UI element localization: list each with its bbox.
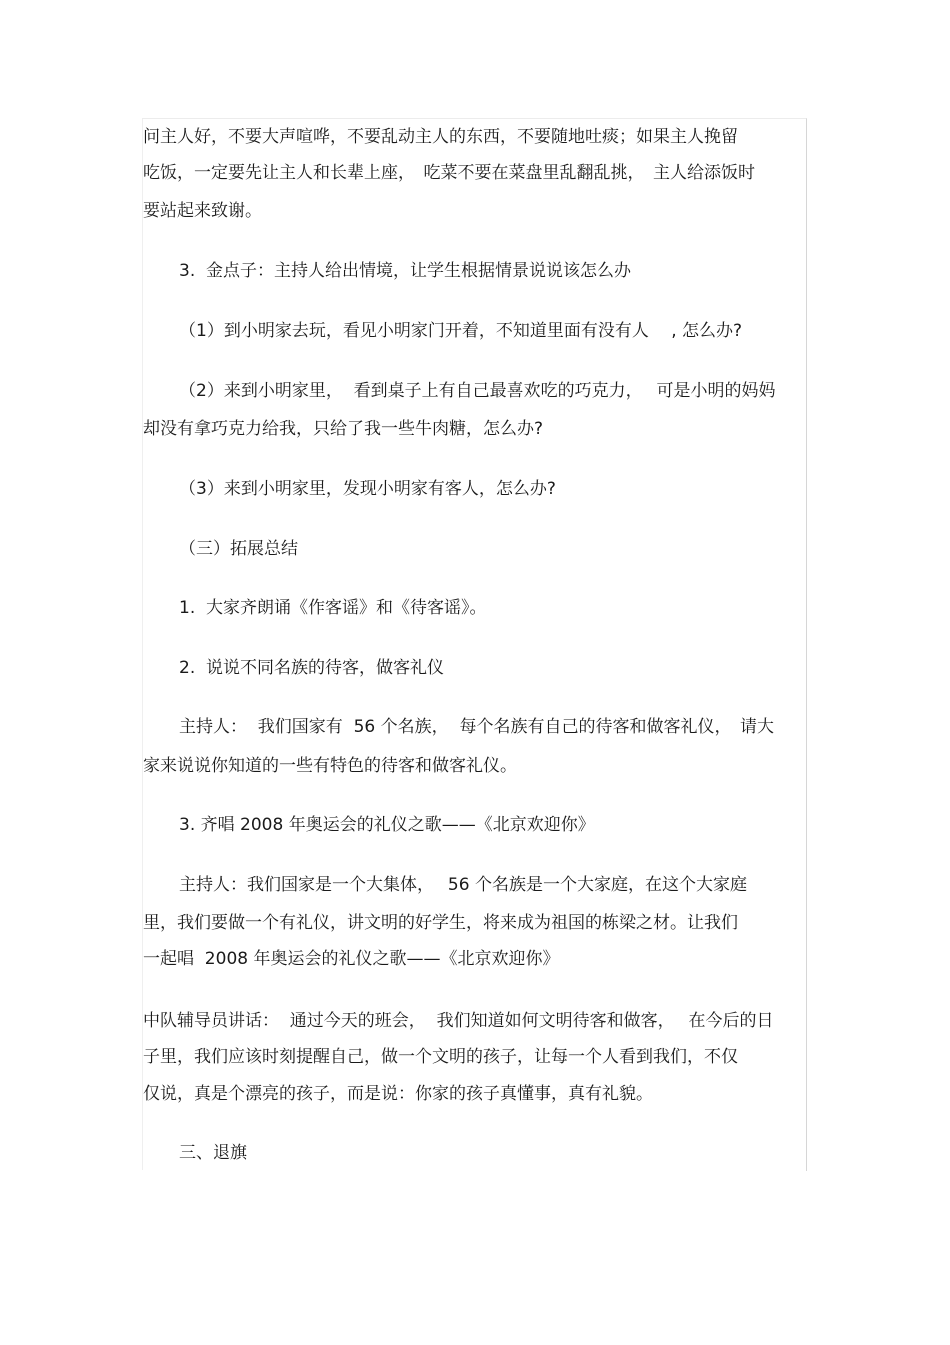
counselor-speech: 中队辅导员讲话： 通过今天的班会， 我们知道如何文明待客和做客， 在今后的日 [143,1011,774,1031]
item-1: 1. 大家齐朗诵《作客谣》和《待客谣》。 [179,598,487,618]
host-paragraph-2: 主持人：我们国家是一个大集体， 56 个名族是一个大家庭，在这个大家庭 [179,875,747,895]
host-paragraph-1: 主持人： 我们国家有 56 个名族， 每个名族有自己的待客和做客礼仪， 请大 [179,717,774,737]
text-line: 里，我们要做一个有礼仪，讲文明的好学生，将来成为祖国的栋梁之材。让我们 [143,913,738,933]
scenario-3: （3）来到小明家里，发现小明家有客人，怎么办? [179,479,556,499]
text-line: 要站起来致谢。 [143,201,262,221]
heading-golden-idea: 3. 金点子：主持人给出情境，让学生根据情景说说该怎么办 [179,261,632,281]
item-3: 3. 齐唱 2008 年奥运会的礼仪之歌——《北京欢迎你》 [179,815,595,835]
section-heading-summary: （三）拓展总结 [179,539,298,559]
text-line: 子里，我们应该时刻提醒自己，做一个文明的孩子，让每一个人看到我们，不仅 [143,1047,738,1067]
text-line: 问主人好，不要大声喧哗，不要乱动主人的东西，不要随地吐痰；如果主人挽留 [143,127,738,147]
text-line: 家来说说你知道的一些有特色的待客和做客礼仪。 [143,756,517,776]
text-line: 吃饭，一定要先让主人和长辈上座， 吃菜不要在菜盘里乱翻乱挑， 主人给添饭时 [143,163,755,183]
item-2: 2. 说说不同名族的待客，做客礼仪 [179,658,445,678]
scenario-1: （1）到小明家去玩，看见小明家门开着，不知道里面有没有人 , 怎么办? [179,321,743,341]
section-heading-retire-flag: 三、退旗 [179,1143,247,1163]
text-line: 却没有拿巧克力给我，只给了我一些牛肉糖，怎么办? [143,419,544,439]
scenario-2: （2）来到小明家里， 看到桌子上有自己最喜欢吃的巧克力， 可是小明的妈妈 [179,381,776,401]
text-line: 一起唱 2008 年奥运会的礼仪之歌——《北京欢迎你》 [143,949,560,969]
text-line: 仅说，真是个漂亮的孩子，而是说：你家的孩子真懂事，真有礼貌。 [143,1084,653,1104]
